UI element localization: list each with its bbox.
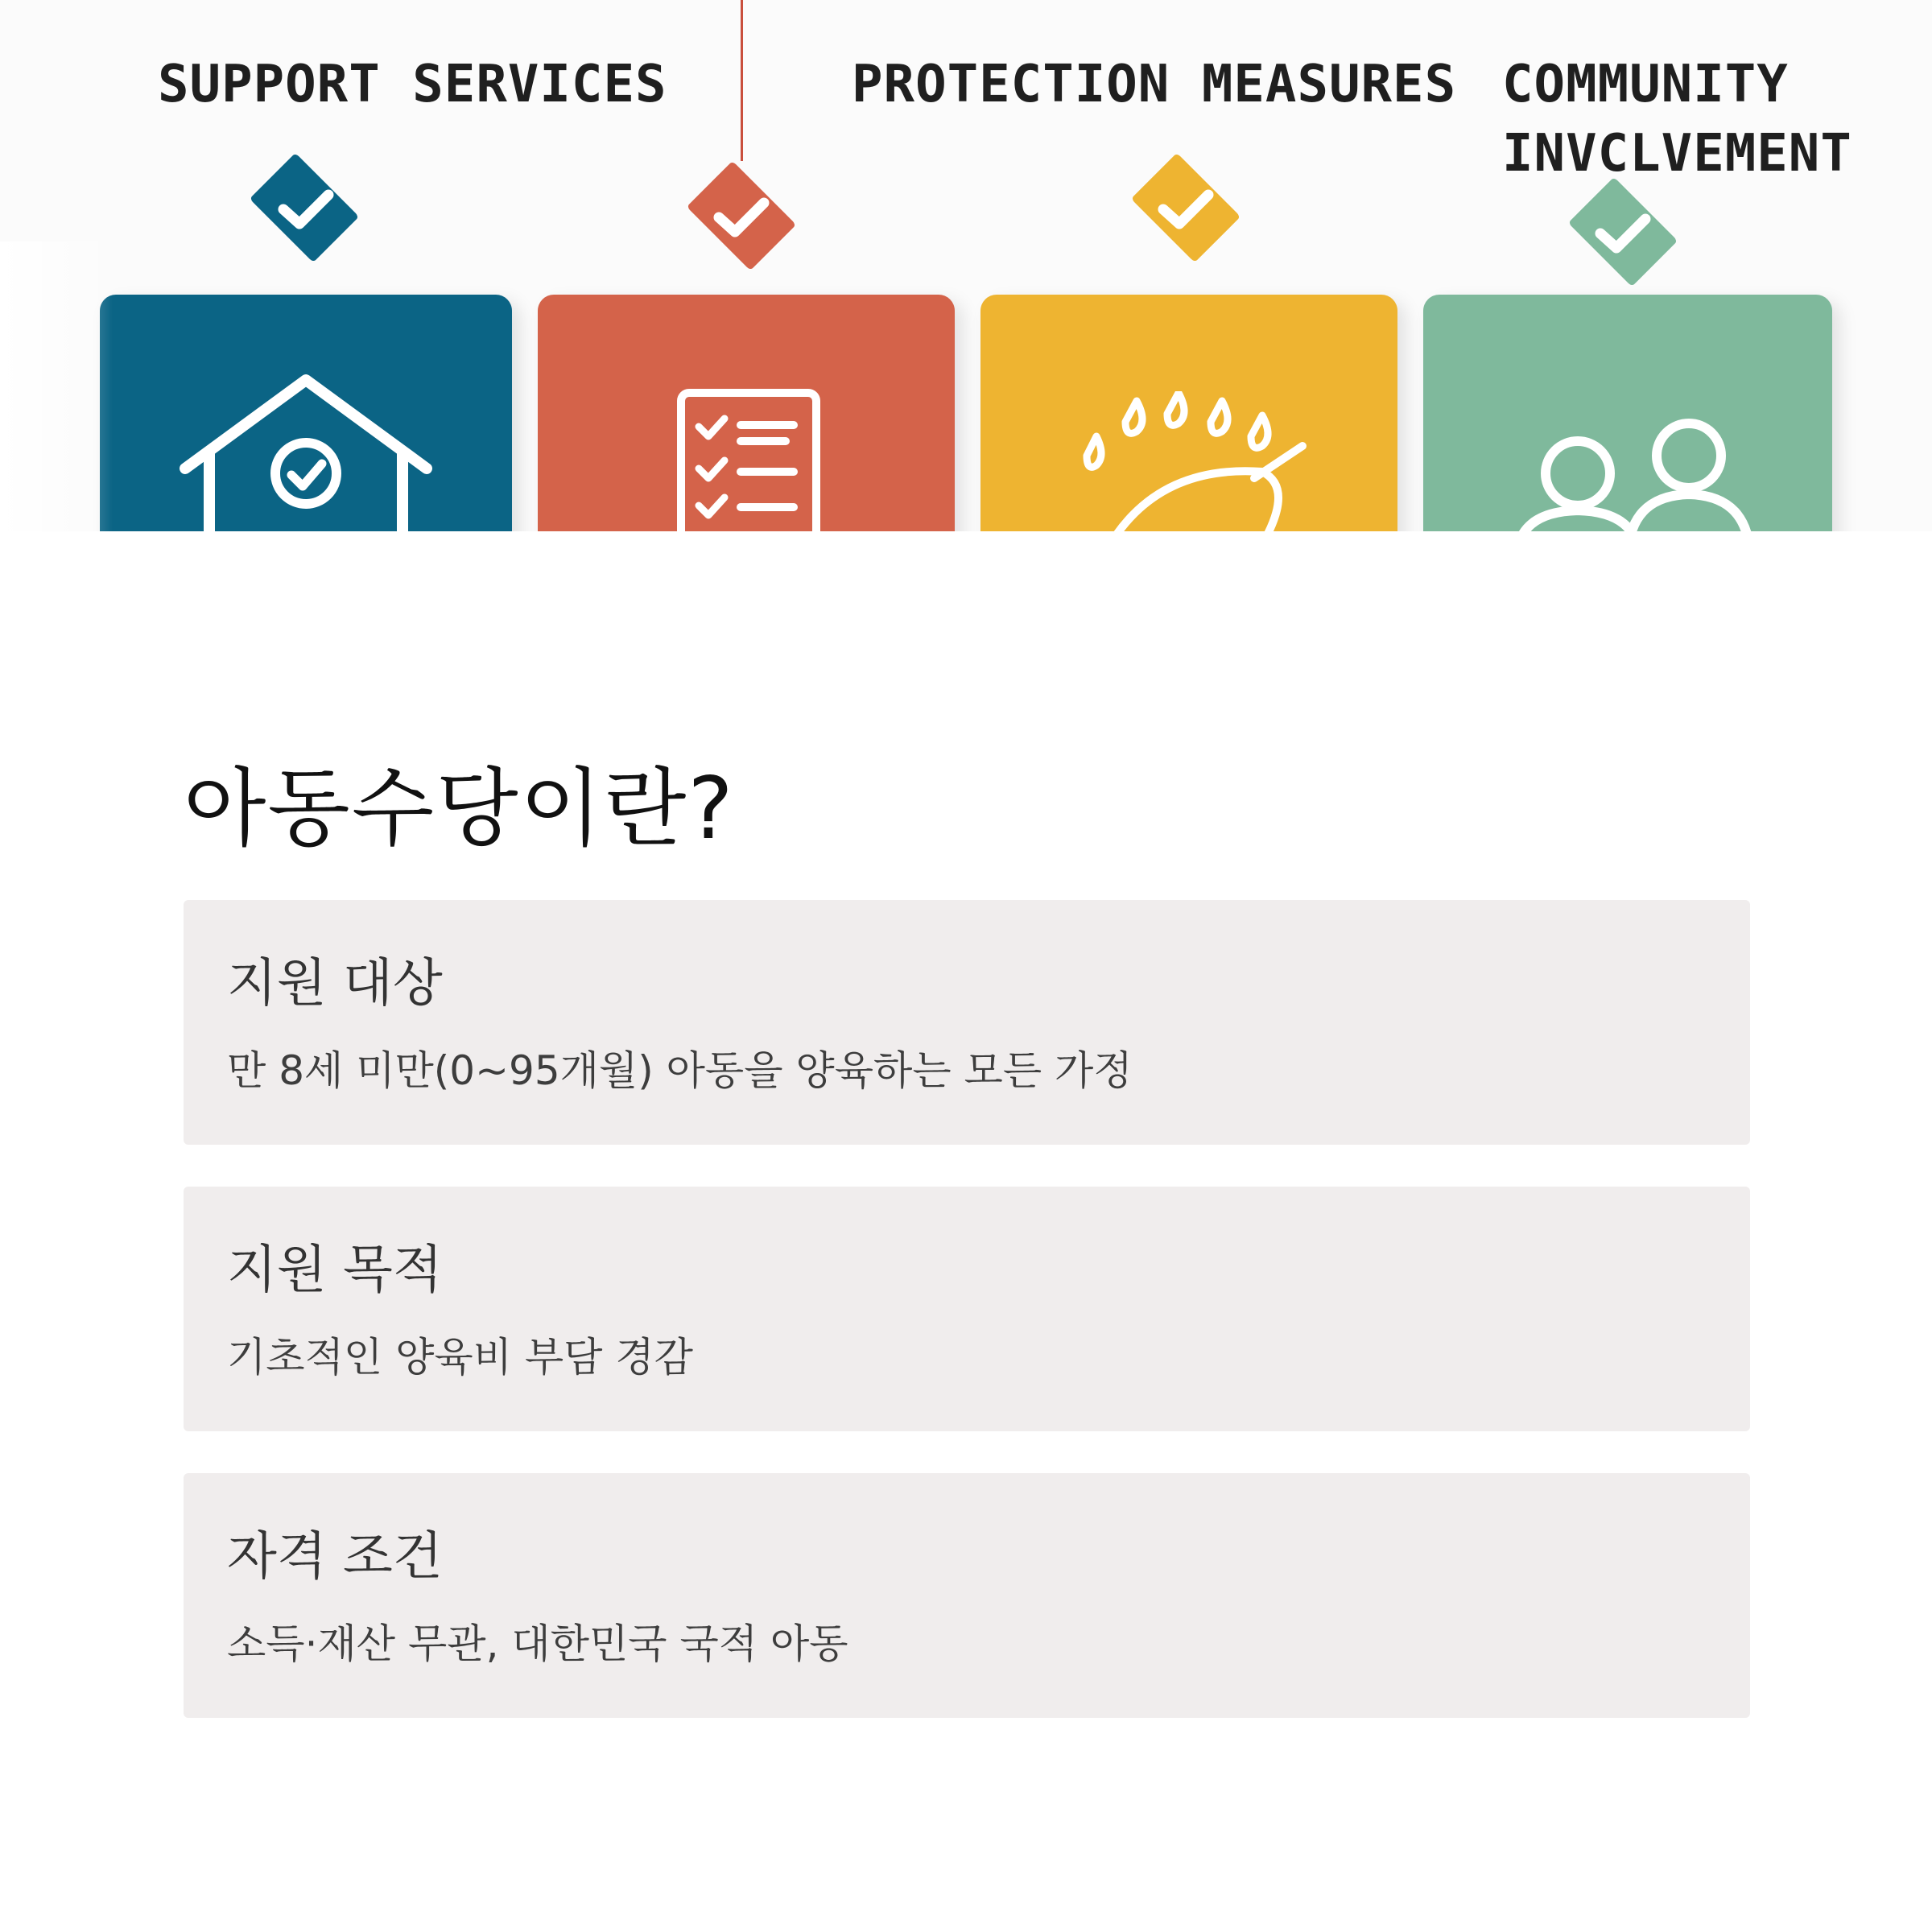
checklist-icon (673, 385, 826, 531)
card-description: 만 8세 미만(0~95개월) 아동을 양육하는 모든 가정 (227, 1047, 1133, 1094)
tile-checklist (538, 295, 955, 531)
tile-support-services (100, 295, 512, 531)
info-card-eligibility (184, 1473, 1750, 1718)
card-description: 소득·재산 무관, 대한민국 국적 아동 (227, 1620, 848, 1667)
check-icon (242, 159, 370, 256)
check-icon (677, 167, 806, 264)
info-card-purpose (184, 1187, 1750, 1431)
card-title: 지원 대상 (227, 954, 443, 1013)
hero-fade (0, 242, 113, 531)
info-card-target (184, 900, 1750, 1145)
hero-label-community-involvement: COMMUNITY INVCLVEMENT (1502, 55, 1852, 184)
hero-label-protection-measures: PROTECTION MEASURES (852, 55, 1457, 114)
page-title: 아동수당이란? (184, 759, 735, 858)
hero-label-support-services: SUPPORT SERVICES (158, 55, 667, 114)
tile-community-involvement (1423, 295, 1832, 531)
house-check-icon (169, 364, 443, 531)
food-drops-icon (1069, 391, 1319, 531)
tile-protection-measures (980, 295, 1397, 531)
check-icon (1121, 159, 1250, 256)
hero-illustration (0, 0, 1932, 531)
card-title: 자격 조건 (227, 1527, 443, 1587)
check-icon (1558, 184, 1687, 280)
people-icon (1501, 415, 1766, 531)
card-description: 기초적인 양육비 부담 경감 (227, 1334, 693, 1381)
card-title: 지원 목적 (227, 1241, 443, 1300)
connector-line (741, 0, 743, 161)
